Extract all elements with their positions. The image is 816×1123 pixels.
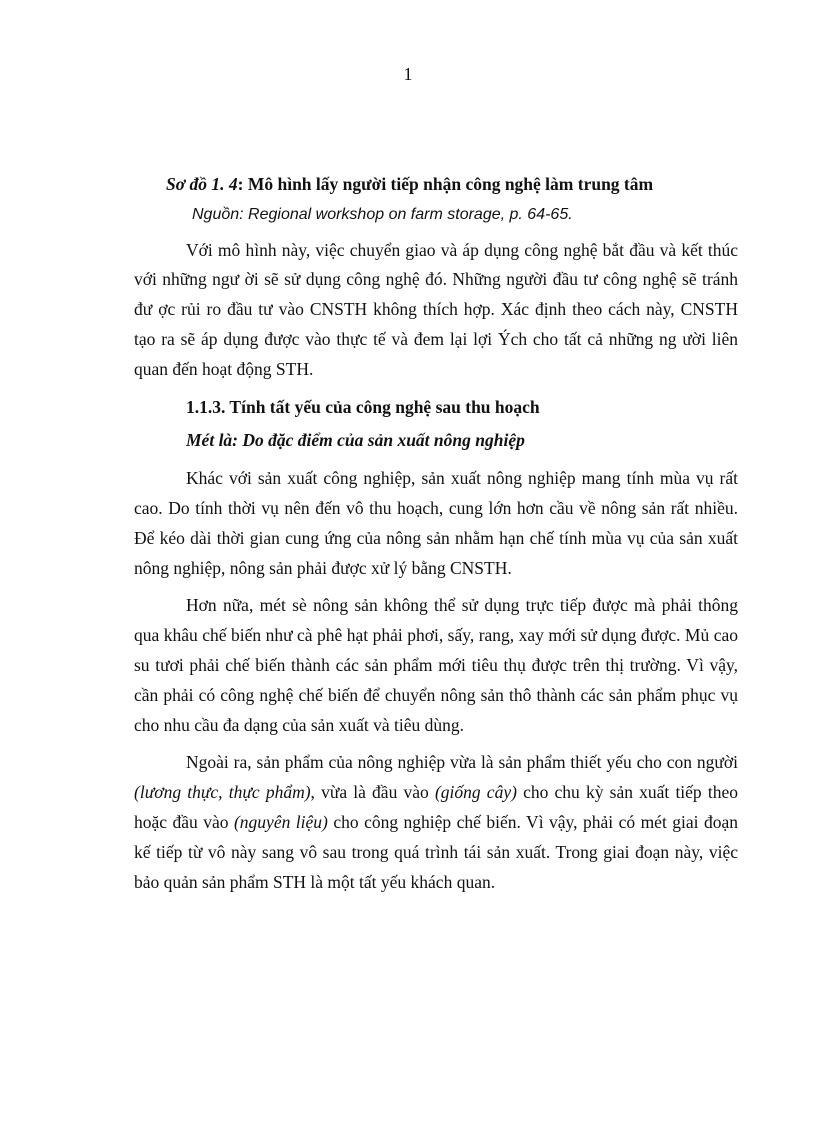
- figure-source: Nguồn: Regional workshop on farm storage, p. 64-65.: [192, 205, 573, 223]
- page-content: [134, 170, 738, 905]
- paragraph-storage-seed-note: (giống cây): [434, 782, 517, 803]
- paragraph-storage-part-2: , vừa là đầu vào: [310, 782, 435, 803]
- paragraph-storage-part-1: Ngoài ra, sản phẩm của nông nghiệp vừa là sản phẩm thiết yếu cho con người: [186, 752, 738, 773]
- paragraph-storage-part-3: cho chu kỳ sản xuất tiếp theo hoặc đầu vào: [134, 782, 738, 832]
- section-subheading: Mét là: Do đặc điểm của sản xuất nông nghiệp: [186, 430, 525, 451]
- figure-caption-label: Sơ đồ 1. 4: [166, 174, 238, 194]
- paragraph-processing: Hơn nữa, mét sè nông sản không thể sử dụng trực tiếp được mà phải thông qua khâu chế biến như cà phê hạt phải phơi, sấy, rang, xay mới sử dụng được. Mủ cao su tươi phải chế biến thành các sản phẩm mới tiêu thụ được trên thị trường. Vì vậy, cần phải có công nghệ chế biến để chuyển nông sản thô thành các sản phẩm phục vụ cho nhu cầu đa dạng của sản xuất và tiêu dùng.: [134, 595, 738, 735]
- paragraph-storage: [134, 748, 738, 897]
- figure-caption-separator: :: [237, 174, 248, 194]
- paragraph-storage-material-note: (nguyên liệu): [233, 811, 328, 832]
- paragraph-storage-part-4: cho công nghiệp chế biến. Vì vậy, phải có mét giai đoạn kế tiếp từ vô này sang vô sau trong quá trình tái sản xuất. Trong giai đoạn này, việc bảo quản sản phẩm STH là một tất yếu khách quan.: [134, 811, 738, 892]
- figure-caption: [134, 170, 738, 200]
- page-number: 1: [403, 64, 413, 84]
- paragraph-model-description: Với mô hình này, việc chuyển giao và áp dụng công nghệ bắt đầu và kết thúc với những ngư ời sẽ sử dụng công nghệ đó. Những người đầu tư công nghệ sẽ tránh đư ợc rủi ro đầu tư vào CNSTH không thích hợp. Xác định theo cách này, CNSTH tạo ra sẽ áp dụng được vào thực tế và đem lại lợi Ých cho tất cả những ng ười liên quan đến hoạt động STH.: [134, 239, 738, 379]
- figure-caption-text: Mô hình lấy người tiếp nhận công nghệ làm trung tâm: [247, 174, 654, 194]
- paragraph-storage-food-note: (lương thực, thực phẩm): [134, 782, 311, 803]
- paragraph-seasonality: Khác với sản xuất công nghiệp, sản xuất nông nghiệp mang tính mùa vụ rất cao. Do tính thời vụ nên đến vô thu hoạch, cung lớn hơn cầu về nông sản rất nhiều. Để kéo dài thời gian cung ứng của nông sản nhằm hạn chế tính mùa vụ của sản xuất nông nghiệp, nông sản phải được xử lý bằng CNSTH.: [134, 468, 738, 578]
- section-heading: 1.1.3. Tính tất yếu của công nghệ sau thu hoạch: [186, 396, 540, 417]
